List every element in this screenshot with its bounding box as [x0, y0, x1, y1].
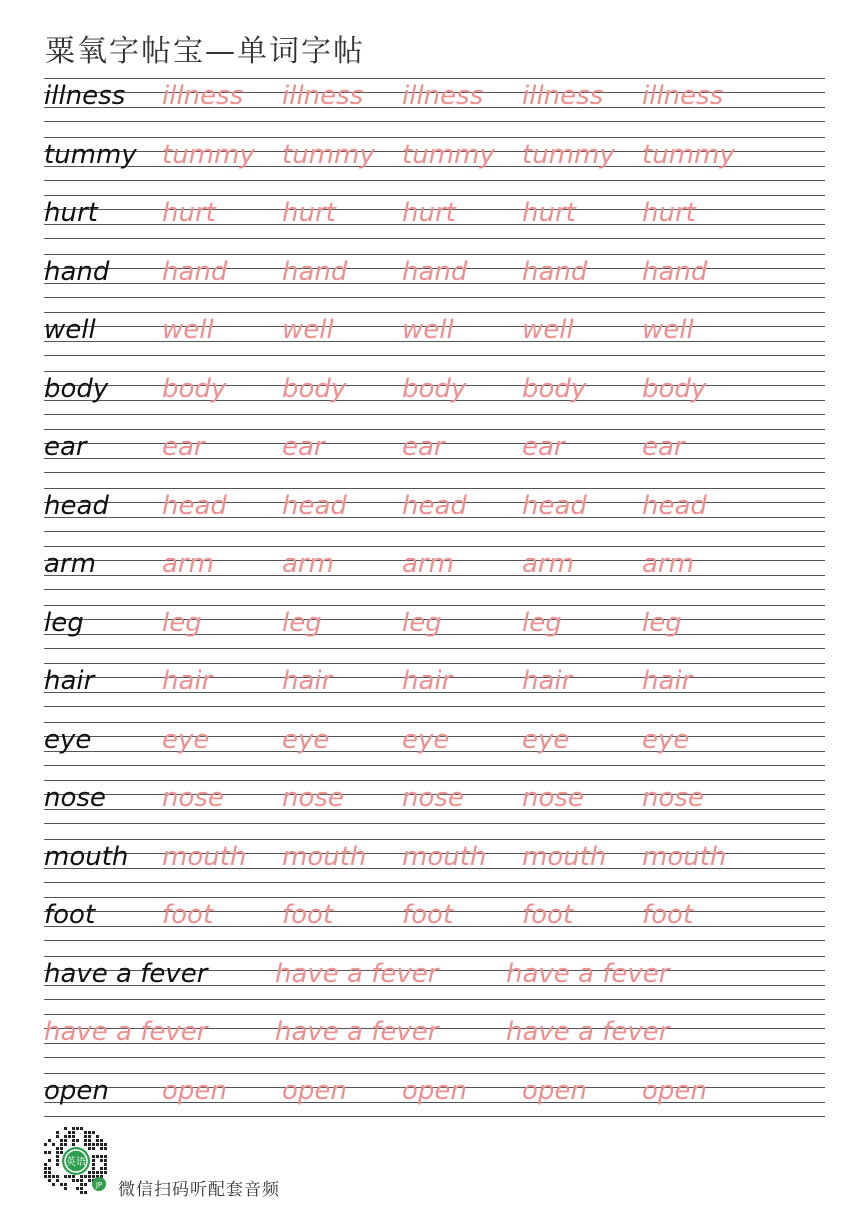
trace-word: head [282, 491, 347, 521]
rule-line [44, 472, 825, 473]
trace-word: leg [522, 608, 562, 638]
trace-word: have a fever [275, 959, 439, 989]
trace-word: eye [402, 725, 450, 755]
trace-word: ear [282, 432, 325, 462]
trace-word: arm [402, 549, 454, 579]
model-word: hand [44, 257, 110, 287]
rule-line [44, 1073, 825, 1074]
model-word: ear [44, 432, 87, 462]
rule-line [44, 531, 825, 532]
trace-word: tummy [282, 140, 375, 170]
model-word: illness [44, 81, 126, 111]
trace-word: mouth [162, 842, 247, 872]
trace-word: eye [162, 725, 210, 755]
trace-word: hair [162, 666, 213, 696]
practice-row [44, 254, 825, 298]
rule-line [44, 648, 825, 649]
rule-line [44, 897, 825, 898]
trace-word: illness [162, 81, 244, 111]
footer [40, 1127, 440, 1199]
trace-word: hand [642, 257, 708, 287]
model-word: leg [44, 608, 84, 638]
rule-line [44, 722, 825, 723]
trace-word: illness [402, 81, 484, 111]
trace-word: have a fever [44, 1017, 208, 1047]
model-word: tummy [44, 140, 137, 170]
rule-line [44, 663, 825, 664]
trace-word: head [522, 491, 587, 521]
badge-text: JP [95, 1181, 103, 1189]
practice-row [44, 780, 825, 824]
trace-word: leg [642, 608, 682, 638]
rule-line [44, 780, 825, 781]
rule-line [44, 823, 825, 824]
trace-word: mouth [282, 842, 367, 872]
trace-word: nose [282, 783, 344, 813]
trace-word: tummy [162, 140, 255, 170]
rule-line [44, 121, 825, 122]
rule-line [44, 605, 825, 606]
rule-line [44, 882, 825, 883]
trace-word: open [162, 1076, 227, 1106]
trace-word: body [402, 374, 467, 404]
rule-line [44, 706, 825, 707]
trace-word: have a fever [275, 1017, 439, 1047]
trace-word: tummy [402, 140, 495, 170]
audio-caption: 微信扫码听配套音频 [118, 1180, 280, 1200]
trace-word: ear [162, 432, 205, 462]
practice-row [44, 839, 825, 883]
trace-word: tummy [522, 140, 615, 170]
model-word: body [44, 374, 109, 404]
trace-word: foot [522, 900, 574, 930]
trace-word: foot [162, 900, 214, 930]
trace-word: arm [522, 549, 574, 579]
rule-line [44, 1057, 825, 1058]
trace-word: well [282, 315, 334, 345]
trace-word: head [402, 491, 467, 521]
trace-word: nose [642, 783, 704, 813]
trace-word: illness [282, 81, 364, 111]
trace-word: hand [522, 257, 588, 287]
trace-word: open [522, 1076, 587, 1106]
model-word: arm [44, 549, 96, 579]
trace-word: ear [402, 432, 445, 462]
trace-word: hair [642, 666, 693, 696]
model-word: hair [44, 666, 95, 696]
rule-line [44, 999, 825, 1000]
trace-word: foot [282, 900, 334, 930]
trace-word: open [642, 1076, 707, 1106]
rule-line [44, 546, 825, 547]
trace-word: hair [282, 666, 333, 696]
trace-word: leg [282, 608, 322, 638]
practice-row [44, 488, 825, 532]
trace-word: body [522, 374, 587, 404]
rule-line [44, 589, 825, 590]
model-word: nose [44, 783, 106, 813]
trace-word: well [642, 315, 694, 345]
trace-word: mouth [402, 842, 487, 872]
trace-word: arm [642, 549, 694, 579]
rule-line [44, 839, 825, 840]
trace-word: hair [402, 666, 453, 696]
trace-word: have a fever [506, 959, 670, 989]
page-title: 粟氧字帖宝—单词字帖 [45, 34, 365, 69]
trace-word: leg [162, 608, 202, 638]
model-word: hurt [44, 198, 98, 228]
rule-line [44, 78, 825, 79]
practice-row [44, 897, 825, 941]
trace-word: head [162, 491, 227, 521]
practice-row [44, 195, 825, 239]
model-word: have a fever [44, 959, 208, 989]
rule-line [44, 180, 825, 181]
trace-word: hand [162, 257, 228, 287]
trace-word: tummy [642, 140, 735, 170]
trace-word: well [402, 315, 454, 345]
trace-word: foot [642, 900, 694, 930]
trace-word: arm [162, 549, 214, 579]
trace-word: body [162, 374, 227, 404]
trace-word: ear [642, 432, 685, 462]
rule-line [44, 956, 825, 957]
trace-word: body [282, 374, 347, 404]
practice-row [44, 605, 825, 649]
practice-row [44, 371, 825, 415]
trace-word: ear [522, 432, 565, 462]
trace-word: hand [402, 257, 468, 287]
trace-word: hand [282, 257, 348, 287]
trace-word: hurt [642, 198, 696, 228]
practice-row [44, 1014, 825, 1058]
model-word: foot [44, 900, 96, 930]
trace-word: have a fever [506, 1017, 670, 1047]
trace-word: mouth [642, 842, 727, 872]
trace-word: nose [402, 783, 464, 813]
trace-word: eye [282, 725, 330, 755]
model-word: well [44, 315, 96, 345]
trace-word: hurt [282, 198, 336, 228]
rule-line [44, 297, 825, 298]
trace-word: eye [522, 725, 570, 755]
trace-word: head [642, 491, 707, 521]
trace-word: open [402, 1076, 467, 1106]
model-word: open [44, 1076, 109, 1106]
trace-word: eye [642, 725, 690, 755]
rule-line [44, 195, 825, 196]
trace-word: nose [522, 783, 584, 813]
rule-line [44, 371, 825, 372]
rule-line [44, 254, 825, 255]
rule-line [44, 414, 825, 415]
trace-word: nose [162, 783, 224, 813]
trace-word: hurt [162, 198, 216, 228]
practice-row [44, 546, 825, 590]
rule-line [44, 488, 825, 489]
trace-word: hurt [522, 198, 576, 228]
rule-line [44, 429, 825, 430]
rule-line [44, 765, 825, 766]
logo-text: 英语 [66, 1157, 86, 1168]
trace-word: hurt [402, 198, 456, 228]
practice-row [44, 78, 825, 122]
practice-row [44, 1073, 825, 1117]
rule-line [44, 355, 825, 356]
trace-word: leg [402, 608, 442, 638]
practice-row [44, 312, 825, 356]
trace-word: mouth [522, 842, 607, 872]
practice-row [44, 137, 825, 181]
rule-line [44, 1116, 825, 1117]
model-word: mouth [44, 842, 129, 872]
trace-word: hair [522, 666, 573, 696]
trace-word: open [282, 1076, 347, 1106]
trace-word: illness [522, 81, 604, 111]
qr-code-icon[interactable] [40, 1127, 112, 1199]
trace-word: foot [402, 900, 454, 930]
rule-line [44, 137, 825, 138]
model-word: head [44, 491, 109, 521]
trace-word: illness [642, 81, 724, 111]
practice-row [44, 663, 825, 707]
rule-line [44, 940, 825, 941]
trace-word: body [642, 374, 707, 404]
practice-row [44, 956, 825, 1000]
practice-row [44, 722, 825, 766]
model-word: eye [44, 725, 92, 755]
rule-line [44, 1014, 825, 1015]
trace-word: well [522, 315, 574, 345]
trace-word: arm [282, 549, 334, 579]
rule-line [44, 312, 825, 313]
trace-word: well [162, 315, 214, 345]
practice-row [44, 429, 825, 473]
rule-line [44, 238, 825, 239]
